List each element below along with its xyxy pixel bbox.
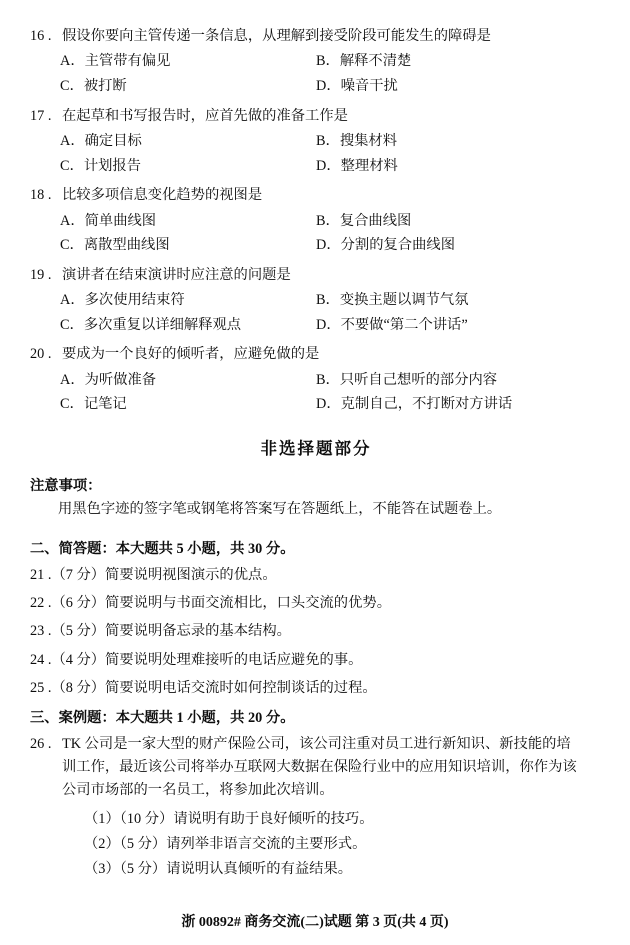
- question-text: 假设你要向主管传递一条信息，从理解到接受阶段可能发生的障碍是: [62, 28, 491, 44]
- part-two-heading-prefix: 二、简答题：: [30, 541, 116, 558]
- option-row: [30, 368, 602, 393]
- case-sub-question-1: （1）（10 分）请说明有助于良好倾听的技巧。: [84, 811, 374, 828]
- option-d[interactable]: D．不要做“第二个讲话”: [316, 316, 468, 333]
- option-b[interactable]: B．搜集材料: [316, 133, 398, 150]
- question-stem: [30, 106, 602, 127]
- question-21: 21 .（7 分）简要说明视图演示的优点。: [30, 567, 277, 584]
- option-a[interactable]: A．为听做准备: [60, 371, 157, 388]
- question-number: 20 .: [30, 346, 52, 363]
- question-text: 演讲者在结束演讲时应注意的问题是: [62, 266, 291, 283]
- question-16: [30, 26, 602, 99]
- option-row: [30, 209, 602, 234]
- option-row: [30, 129, 602, 154]
- case-sub-question-3: （3）（5 分）请说明认真倾听的有益结果。: [84, 861, 353, 878]
- option-a[interactable]: A．确定目标: [60, 133, 142, 150]
- question-17: [30, 106, 602, 179]
- option-c[interactable]: C．计划报告: [60, 157, 142, 174]
- options: [30, 288, 602, 337]
- case-text-line-1: TK 公司是一家大型的财产保险公司，该公司注重对员工进行新知识、新技能的培: [62, 735, 571, 752]
- option-row: [30, 154, 602, 179]
- page-footer: 浙 00892# 商务交流(二)试题 第 3 页(共 4 页): [181, 915, 449, 930]
- option-d[interactable]: D．整理材料: [316, 157, 398, 174]
- question-number: 18 .: [30, 187, 52, 204]
- option-b[interactable]: B．变换主题以调节气氛: [316, 292, 469, 309]
- question-23: 23 .（5 分）简要说明备忘录的基本结构。: [30, 623, 291, 640]
- part-three-heading-prefix: 三、案例题：: [30, 709, 116, 726]
- case-first-line: [30, 733, 602, 756]
- question-25: 25 .（8 分）简要说明电话交流时如何控制谈话的过程。: [30, 679, 377, 696]
- option-row: [30, 392, 602, 417]
- options: [30, 368, 602, 417]
- question-20: [30, 344, 602, 417]
- question-number: 17 .: [30, 107, 52, 124]
- option-row: [30, 74, 602, 99]
- option-a[interactable]: A．多次使用结束符: [60, 292, 185, 309]
- option-c[interactable]: C．被打断: [60, 78, 127, 95]
- options: [30, 209, 602, 258]
- case-sub-question-2: （2）（5 分）请列举非语言交流的主要形式。: [84, 836, 367, 853]
- question-number: 19 .: [30, 266, 52, 283]
- question-19: [30, 265, 602, 338]
- option-d[interactable]: D．噪音干扰: [316, 78, 398, 95]
- option-c[interactable]: C．多次重复以详细解释观点: [60, 316, 242, 333]
- question-24: 24 .（4 分）简要说明处理难接听的电话应避免的事。: [30, 651, 363, 668]
- option-c[interactable]: C．离散型曲线图: [60, 237, 170, 254]
- option-b[interactable]: B．解释不清楚: [316, 53, 412, 70]
- question-number: 26 .: [30, 735, 52, 752]
- part-two-heading-rest: 本大题共 5 小题，共 30 分。: [115, 541, 295, 558]
- question-stem: [30, 265, 602, 286]
- options: [30, 49, 602, 98]
- question-text: 要成为一个良好的倾听者，应避免做的是: [62, 346, 320, 363]
- option-row: [30, 313, 602, 338]
- part-two-heading: [30, 538, 602, 558]
- question-stem: [30, 185, 602, 206]
- question-stem: [30, 344, 602, 365]
- option-row: [30, 49, 602, 74]
- option-b[interactable]: B．复合曲线图: [316, 212, 412, 229]
- question-number: 16 .: [30, 28, 52, 44]
- question-stem: [30, 26, 602, 47]
- question-18: [30, 185, 602, 258]
- case-text-line-2: 训工作，最近该公司将举办互联网大数据在保险行业中的应用知识培训，你作为该: [62, 759, 577, 776]
- part-three-heading: [30, 707, 602, 727]
- option-a[interactable]: A．简单曲线图: [60, 212, 157, 229]
- notice-label: 注意事项：: [30, 477, 102, 494]
- option-row: [30, 288, 602, 313]
- question-text: 在起草和书写报告时，应首先做的准备工作是: [62, 107, 348, 124]
- option-b[interactable]: B．只听自己想听的部分内容: [316, 371, 498, 388]
- options: [30, 129, 602, 178]
- question-22: 22 .（6 分）简要说明与书面交流相比，口头交流的优势。: [30, 595, 391, 612]
- notice-body: 用黑色字迹的签字笔或钢笔将答案写在答题纸上，不能答在试题卷上。: [58, 500, 502, 517]
- option-d[interactable]: D．分割的复合曲线图: [316, 237, 455, 254]
- option-c[interactable]: C．记笔记: [60, 396, 127, 413]
- question-26: [30, 733, 602, 802]
- option-d[interactable]: D．克制自己，不打断对方讲话: [316, 396, 513, 413]
- option-a[interactable]: A．主管带有偏见: [60, 53, 171, 70]
- part-three-heading-rest: 本大题共 1 小题，共 20 分。: [115, 709, 295, 726]
- section-title: 非选择题部分: [260, 438, 372, 458]
- question-text: 比较多项信息变化趋势的视图是: [62, 187, 263, 204]
- case-text-line-3: 公司市场部的一名员工，将参加此次培训。: [62, 782, 334, 799]
- option-row: [30, 233, 602, 258]
